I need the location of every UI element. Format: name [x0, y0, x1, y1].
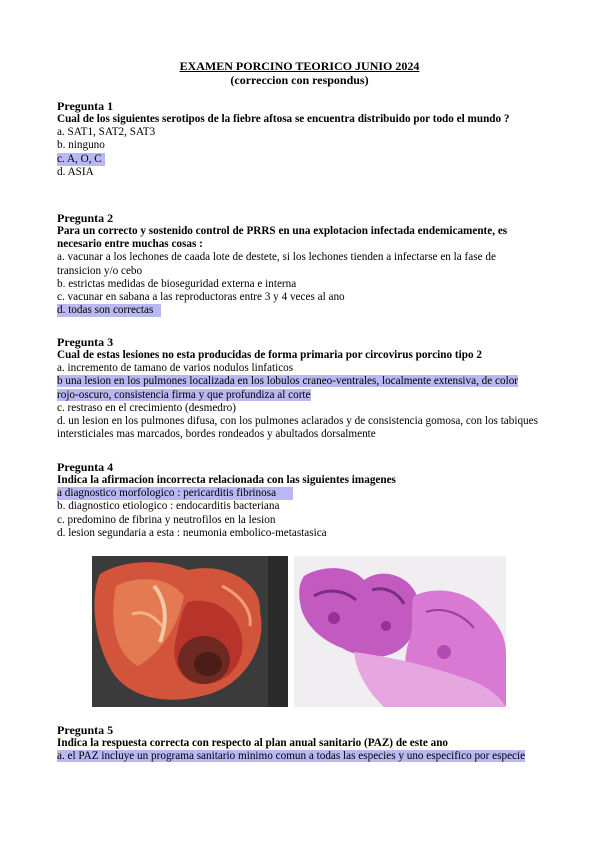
option-c: c. vacunar en sabana a las reproductoras entre 3 y 4 veces al ano: [57, 291, 345, 304]
exam-title: EXAMEN PORCINO TEORICO JUNIO 2024: [179, 59, 420, 73]
question-text: Indica la afirmacion incorrecta relacionada con las siguientes imagenes: [57, 474, 396, 486]
option-c: c. predomino de fibrina y neutrofilos en la lesion: [57, 513, 276, 526]
option-a: a. incremento de tamano de varios nodulos linfaticos: [57, 362, 294, 375]
option-b: b. estrictas medidas de bioseguridad externa e interna: [57, 277, 297, 290]
question-text: Para un correcto y sostenido control de PRRS en una explotacion infectada endemicamente, es necesario entre muchas cosas :: [57, 225, 508, 251]
question-number: Pregunta 4: [57, 460, 114, 474]
question-text: Cual de los siguientes serotipos de la fiebre aftosa se encuentra distribuido por todo el mundo ?: [57, 113, 510, 125]
option-a: a. SAT1, SAT2, SAT3: [57, 126, 156, 139]
option-d-correct: d. todas son correctas: [57, 304, 161, 317]
gross-pathology-image: [92, 556, 288, 707]
question-4: [57, 460, 542, 540]
option-d: d. un lesion en los pulmones difusa, con los pulmones aclarados y de consistencia gomosa, con los tabiques intersticiales mas marcados, bordes rondeados y abultados dorsalmente: [57, 415, 538, 441]
option-c-correct: c. A, O, C: [57, 153, 105, 166]
option-a-correct: a diagnostico morfologico : pericarditis fibrinosa: [57, 487, 293, 500]
question-5: [57, 723, 542, 763]
exam-subtitle: (correccion con respondus): [230, 73, 369, 87]
option-d: d. ASIA: [57, 165, 94, 178]
question-1: [57, 99, 542, 179]
question-4-images: [92, 556, 506, 707]
question-number: Pregunta 1: [57, 99, 114, 113]
question-3: [57, 335, 542, 441]
exam-header: [0, 59, 599, 87]
option-b: b. diagnostico etiologico : endocarditis bacteriana: [57, 500, 280, 513]
option-c: c. restraso en el crecimiento (desmedro): [57, 401, 236, 414]
question-text: Indica la respuesta correcta con respecto al plan anual sanitario (PAZ) de este ano: [57, 737, 449, 749]
option-a-correct: [57, 750, 542, 763]
question-number: Pregunta 5: [57, 723, 114, 737]
option-b: b. ninguno: [57, 139, 105, 152]
question-text: Cual de estas lesiones no esta producidas de forma primaria por circovirus porcino tipo 2: [57, 349, 482, 361]
question-2: [57, 211, 542, 317]
histology-image: [294, 556, 506, 707]
histology-section-icon: [294, 556, 506, 707]
option-a: a. vacunar a los lechones de caada lote de destete, si los lechones tienden a infectarse en la fase de transicion y/o cebo: [57, 251, 496, 277]
heart-specimen-icon: [92, 556, 288, 707]
question-number: Pregunta 3: [57, 335, 114, 349]
option-a-label: a. el PAZ incluye un programa sanitario minimo comun a todas las especies y uno especifico por especie: [57, 750, 526, 763]
option-b-correct: [57, 375, 542, 401]
option-b-label: b una lesion en los pulmones localizada en los lobulos craneo-ventrales, localmente extensiva, de color rojo-oscuro, consistencia firma y que profundiza al corte: [57, 375, 519, 401]
question-number: Pregunta 2: [57, 211, 114, 225]
option-d: d. lesion segundaria a esta : neumonia embolico-metastasica: [57, 526, 327, 539]
